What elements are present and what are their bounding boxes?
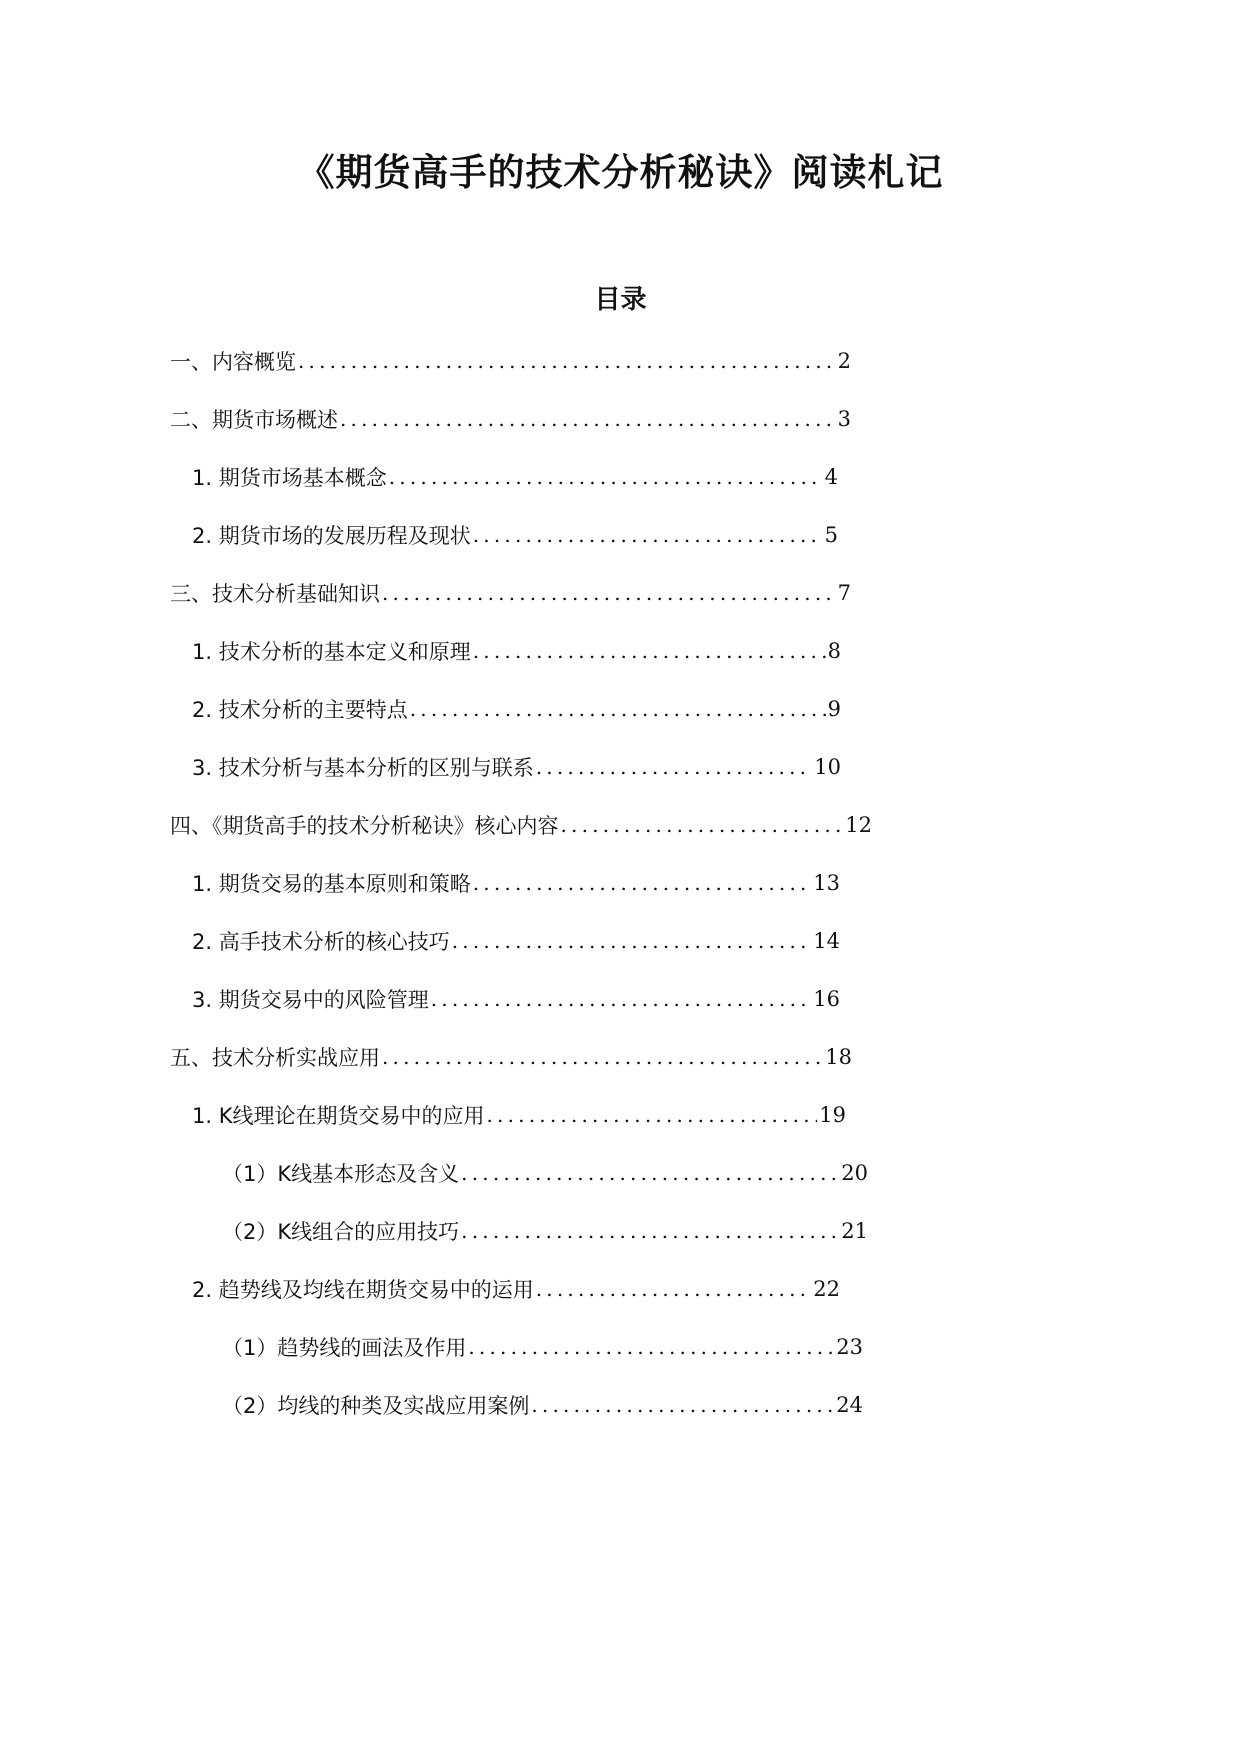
- toc-entry[interactable]: [192, 921, 840, 961]
- toc-entry-page: 18: [825, 1045, 852, 1069]
- toc-entry-page: 3: [837, 407, 851, 431]
- toc-leader-dots: [471, 639, 826, 663]
- toc-entry[interactable]: [192, 515, 838, 555]
- toc-leader-dots: [296, 349, 836, 373]
- toc-entry-page: 23: [836, 1335, 863, 1359]
- toc-entry-page: 12: [845, 813, 872, 837]
- toc-entry-label: 3. 技术分析与基本分析的区别与联系: [192, 756, 534, 780]
- toc-entry[interactable]: [192, 863, 840, 903]
- toc-leader-dots: [429, 987, 812, 1011]
- toc-entry[interactable]: [192, 631, 841, 671]
- toc-entry-page: 10: [814, 755, 841, 779]
- toc-entry-label: 3. 期货交易中的风险管理: [192, 988, 429, 1012]
- toc-entry-label: （2）均线的种类及实战应用案例: [222, 1394, 530, 1418]
- toc-leader-dots: [529, 1393, 834, 1417]
- toc-entry[interactable]: [170, 341, 851, 381]
- toc-leader-dots: [459, 1161, 839, 1185]
- toc-leader-dots: [387, 465, 823, 489]
- toc-leader-dots: [534, 1277, 812, 1301]
- toc-entry-label: 2. 期货市场的发展历程及现状: [192, 524, 471, 548]
- toc-entry-label: 1. 期货交易的基本原则和策略: [192, 872, 471, 896]
- toc-entry-label: 2. 趋势线及均线在期货交易中的运用: [192, 1278, 534, 1302]
- toc-leader-dots: [534, 755, 813, 779]
- toc-entry-label: 2. 高手技术分析的核心技巧: [192, 930, 450, 954]
- toc-entry[interactable]: [192, 979, 840, 1019]
- toc-entry-label: 1. 期货市场基本概念: [192, 466, 387, 490]
- toc-leader-dots: [338, 407, 836, 431]
- toc-entry[interactable]: [222, 1211, 868, 1251]
- toc-entry-page: 20: [841, 1161, 868, 1185]
- toc-entry[interactable]: [222, 1327, 863, 1367]
- toc-entry-label: 2. 技术分析的主要特点: [192, 698, 408, 722]
- toc-leader-dots: [471, 523, 823, 547]
- toc-leader-dots: [408, 697, 826, 721]
- toc-leader-dots: [459, 1219, 839, 1243]
- toc-entry-label: 二、期货市场概述: [170, 408, 338, 432]
- toc-entry-label: 1. 技术分析的基本定义和原理: [192, 640, 471, 664]
- toc-entry-page: 5: [824, 523, 838, 547]
- toc-leader-dots: [471, 871, 812, 895]
- toc-heading: 目录: [594, 285, 647, 315]
- toc-entry-page: 8: [827, 639, 841, 663]
- toc-entry[interactable]: [170, 1037, 852, 1077]
- toc-entry-label: 1. K线理论在期货交易中的应用: [192, 1104, 485, 1128]
- toc-entry-page: 14: [813, 929, 840, 953]
- toc-leader-dots: [450, 929, 812, 953]
- toc-entry[interactable]: [222, 1385, 863, 1425]
- toc-entry-label: 五、技术分析实战应用: [170, 1046, 380, 1070]
- toc-entry-label: 一、内容概览: [170, 350, 296, 374]
- toc-leader-dots: [484, 1103, 817, 1127]
- toc-entry[interactable]: [170, 399, 851, 439]
- toc-entry[interactable]: [170, 805, 872, 845]
- toc-entry-page: 21: [841, 1219, 868, 1243]
- toc-entry[interactable]: [192, 689, 841, 729]
- toc-entry-page: 24: [836, 1393, 863, 1417]
- toc-entry-label: 三、技术分析基础知识: [170, 582, 380, 606]
- toc-entry-page: 22: [813, 1277, 840, 1301]
- toc-entry-page: 13: [813, 871, 840, 895]
- toc-entry[interactable]: [192, 747, 841, 787]
- toc-entry-label: （1）K线基本形态及含义: [222, 1162, 460, 1186]
- toc-entry-page: 16: [813, 987, 840, 1011]
- toc-entry-label: 四、《期货高手的技术分析秘诀》核心内容: [170, 814, 559, 838]
- toc-leader-dots: [380, 1045, 823, 1069]
- toc-leader-dots: [466, 1335, 834, 1359]
- toc-entry[interactable]: [170, 573, 851, 613]
- toc-entry[interactable]: [192, 457, 838, 497]
- toc-entry-label: （1）趋势线的画法及作用: [222, 1336, 467, 1360]
- toc-entry[interactable]: [192, 1269, 840, 1309]
- toc-entry-page: 9: [827, 697, 841, 721]
- toc-entry-page: 4: [824, 465, 838, 489]
- toc-leader-dots: [559, 813, 844, 837]
- toc-leader-dots: [380, 581, 836, 605]
- document-title: 《期货高手的技术分析秘诀》阅读札记: [297, 151, 944, 194]
- toc-entry-page: 2: [837, 349, 851, 373]
- toc-entry[interactable]: [222, 1153, 868, 1193]
- toc-entry-label: （2）K线组合的应用技巧: [222, 1220, 460, 1244]
- toc-entry-page: 19: [819, 1103, 846, 1127]
- toc-entry[interactable]: [192, 1095, 846, 1135]
- toc-entry-page: 7: [837, 581, 851, 605]
